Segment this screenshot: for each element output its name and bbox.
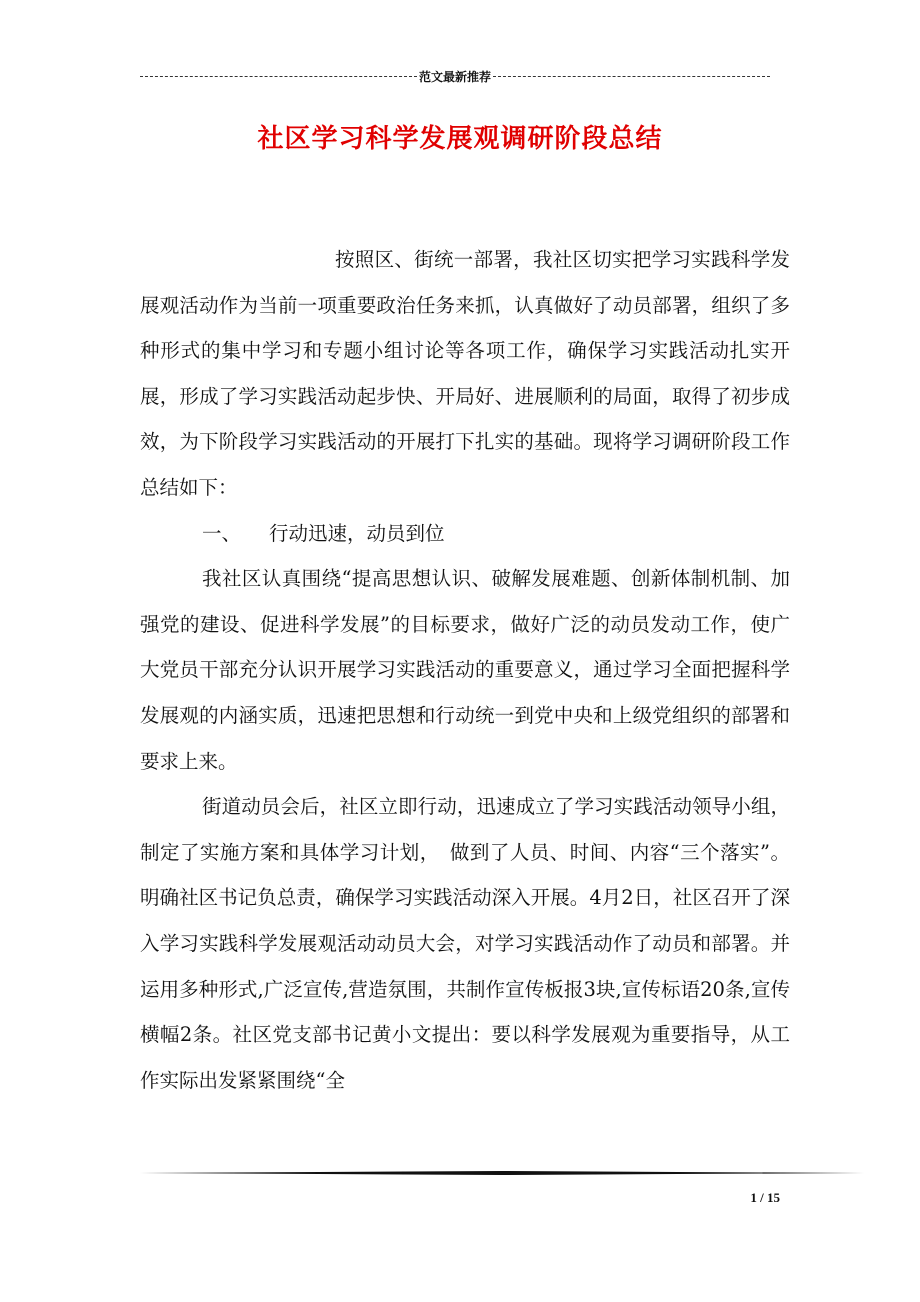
document-body xyxy=(140,237,790,1103)
footer-rule xyxy=(140,1171,864,1175)
header-dash-right xyxy=(493,76,770,77)
section-number: 一、 xyxy=(202,521,242,545)
section-title: 行动迅速，动员到位 xyxy=(269,521,445,545)
page-header xyxy=(140,68,770,84)
body-paragraph-2: 我社区认真围绕“提高思想认识、破解发展难题、创新体制机制、加强党的建设、促进科学发展”的目标要求，做好广泛的动员发动工作，使广大党员干部充分认识开展学习实践活动的重要意义，通过学习全面把握科学发展观的内涵实质，迅速把思想和行动统一到党中央和上级党组织的部署和要求上来。 xyxy=(140,567,790,773)
document-title: 社区学习科学发展观调研阶段总结 xyxy=(257,124,663,154)
section-heading-1 xyxy=(140,511,790,557)
page-number: 1 / 15 xyxy=(750,1190,780,1205)
header-label: 范文最新推荐 xyxy=(419,69,492,84)
header-dash-left xyxy=(140,76,417,77)
body-paragraph-3: 街道动员会后，社区立即行动，迅速成立了学习实践活动领导小组，制定了实施方案和具体学习计划， 做到了人员、时间、内容“三个落实”。明确社区书记负总责，确保学习实践活动深入开展。4月2日，社区召开了深入学习实践科学发展观活动动员大会，对学习实践活动作了动员和部署。并运用多种形式,广泛宣传,营造氛围，共制作宣传板报3块,宣传标语20条,宣传横幅2条。社区党支部书记黄小文提出：要以科学发展观为重要指导，从工作实际出发紧紧围绕“全 xyxy=(140,795,790,1092)
intro-paragraph: 按照区、街统一部署，我社区切实把学习实践科学发展观活动作为当前一项重要政治任务来抓，认真做好了动员部署，组织了多种形式的集中学习和专题小组讨论等各项工作，确保学习实践活动扎实开展，形成了学习实践活动起步快、开局好、进展顺利的局面，取得了初步成效，为下阶段学习实践活动的开展打下扎实的基础。现将学习调研阶段工作总结如下： xyxy=(140,248,790,499)
